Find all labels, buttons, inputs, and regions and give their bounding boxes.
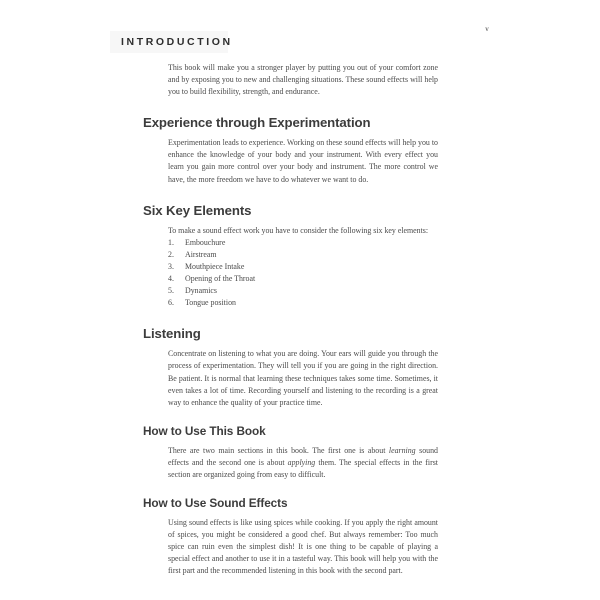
paragraph-fragment: them. The special effects in the first section are organized going from easy to difficult. [168,457,439,479]
page-number: v [485,25,489,33]
list-item-number: 3. [168,261,174,271]
section-spacer [143,98,438,115]
content-column [143,62,438,578]
section-spacer [143,481,438,496]
section-paragraph-how-to-use-this-book [143,445,438,481]
paragraph-fragment: There are two main sections in this book. The first one is about [168,445,389,455]
section-paragraph-how-to-use-sound-effects: Using sound effects is like using spices while cooking. If you apply the right amount of spices, you might be considered a good chef. But always remember: Too much spice can ruin even the simplest dish! It is one thing to be capable of playing a special effect and another to use it in a tasteful way. This book will help you with the first part and the recommended listening in this book with the second part. [168,518,438,576]
list-item-number: 1. [168,237,174,247]
list-item-label: Mouthpiece Intake [185,261,245,271]
list-item-label: Tongue position [185,298,236,308]
section-heading-experience: Experience through Experimentation [143,115,371,131]
emphasis-applying: applying [287,457,316,467]
section-paragraph-experience: Experimentation leads to experience. Working on these sound effects will help you to enhance the knowledge of your body and your instrument. With every effect you learn you gain more control over your body and instrument. The more control we have, the more freedom we have to do whatever we want to do. [168,138,438,184]
section-spacer [143,186,438,203]
section-heading-listening: Listening [143,326,201,342]
six-key-elements-list [143,237,438,310]
list-item [168,249,438,261]
list-item-number: 6. [168,298,174,308]
section-paragraph-listening: Concentrate on listening to what you are doing. Your ears will guide you through the process of experimentation. They will tell you if you are going in the right direction. Be patient. It is normal that learning these techniques takes some time. Sometimes, it even takes a lot of time. Recording yourself and listening to the recording is a great way to enhance the quality of your practice time. [168,349,438,407]
list-item-number: 4. [168,274,174,284]
list-item-number: 2. [168,249,174,259]
list-item-label: Dynamics [185,286,217,296]
section-heading-how-to-use-this-book: How to Use This Book [143,423,266,438]
list-item [168,297,438,309]
list-item-label: Embouchure [185,237,226,247]
list-item [168,285,438,297]
section-paragraph-six-key-elements: To make a sound effect work you have to consider the following six key elements: [168,225,429,235]
list-item [168,273,438,285]
emphasis-learning: learning [388,445,416,455]
list-item [168,261,438,273]
section-heading-six-key-elements: Six Key Elements [143,202,252,218]
section-spacer [143,309,438,326]
list-item [168,237,438,249]
section-spacer [143,409,438,424]
chapter-title: INTRODUCTION [121,36,233,48]
list-item-label: Opening of the Throat [185,274,256,284]
list-item-number: 5. [168,286,174,296]
intro-paragraph: This book will make you a stronger player by putting you out of your comfort zone and by exposing you to new and challenging situations. These sound effects will help you to build flexibility, strength, and endurance. [168,63,438,97]
paragraph-fragment: sound effects and the second one is about [168,445,438,467]
list-item-label: Airstream [185,249,217,259]
section-heading-how-to-use-sound-effects: How to Use Sound Effects [143,496,288,511]
